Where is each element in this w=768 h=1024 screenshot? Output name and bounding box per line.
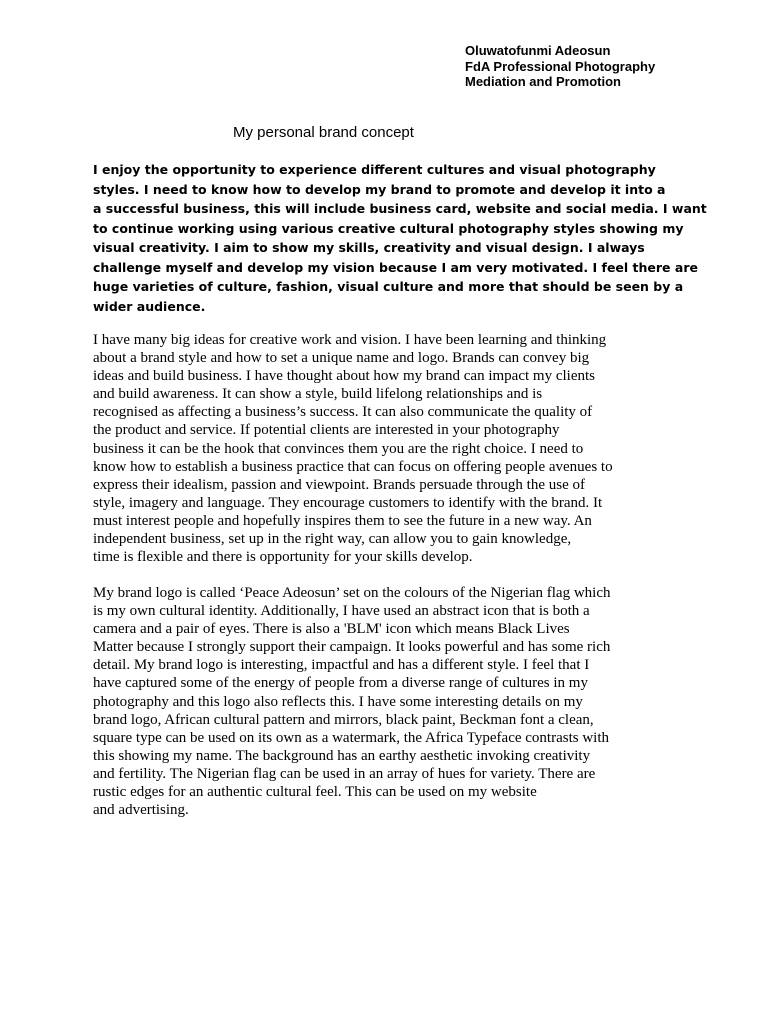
- paragraph-line: I have many big ideas for creative work and vision. I have been learning and thinking: [93, 332, 607, 348]
- module-name: Mediation and Promotion: [465, 74, 621, 89]
- paragraph-line: and build awareness. It can show a style, build lifelong relationships and is: [93, 386, 543, 403]
- paragraph-line: this showing my name. The background has an earthy aesthetic invoking creativity: [93, 747, 591, 764]
- paragraph-line: brand logo, African cultural pattern and mirrors, black paint, Beckman font a clean,: [93, 711, 594, 728]
- paragraph-line: the product and service. If potential clients are interested in your photography: [93, 422, 560, 439]
- intro-line: wider audience.: [93, 298, 206, 314]
- paragraph-line: camera and a pair of eyes. There is also a 'BLM' icon which means Black Lives: [93, 621, 570, 638]
- paragraph-line: know how to establish a business practice that can focus on offering people avenues to: [93, 458, 613, 475]
- author-name: Oluwatofunmi Adeosun: [465, 43, 611, 58]
- paragraph-line: have captured some of the energy of people from a diverse range of cultures in my: [93, 675, 588, 692]
- paragraph-line: and fertility. The Nigerian flag can be used in an array of hues for variety. There are: [93, 765, 596, 782]
- paragraph-line: Matter because I strongly support their campaign. It looks powerful and has some rich: [93, 639, 611, 656]
- paragraph-line: My brand logo is called ‘Peace Adeosun’ set on the colours of the Nigerian flag which: [93, 585, 611, 601]
- intro-line: huge varieties of culture, fashion, visual culture and more that should be seen by a: [93, 279, 684, 294]
- document-title: My personal brand concept: [233, 124, 414, 141]
- paragraph-line: recognised as affecting a business’s success. It can also communicate the quality of: [93, 404, 593, 421]
- paragraph-line: style, imagery and language. They encourage customers to identify with the brand. It: [93, 494, 603, 511]
- paragraph-line: time is flexible and there is opportunity for your skills develop.: [93, 549, 473, 566]
- paragraph-line: square type can be used on its own as a watermark, the Africa Typeface contrasts with: [93, 729, 609, 746]
- paragraph-line: rustic edges for an authentic cultural feel. This can be used on my website: [93, 784, 537, 801]
- brand-logo-paragraph: [93, 584, 693, 819]
- paragraph-line: business it can be the hook that convinces them you are the right choice. I need to: [93, 440, 584, 457]
- paragraph-line: express their idealism, passion and viewpoint. Brands persuade through the use of: [93, 476, 585, 493]
- paragraph-line: and advertising.: [93, 802, 189, 819]
- paragraph-line: ideas and build business. I have thought about how my brand can impact my clients: [93, 368, 595, 385]
- paragraph-line: photography and this logo also reflects this. I have some interesting details on my: [93, 693, 583, 710]
- intro-paragraph: [93, 160, 707, 316]
- intro-line: to continue working using various creative cultural photography styles showing my: [93, 220, 684, 236]
- intro-line: a successful business, this will include business card, website and social media. I want: [93, 201, 707, 216]
- intro-line: visual creativity. I aim to show my skills, creativity and visual design. I always: [93, 240, 645, 255]
- paragraph-line: is my own cultural identity. Additionally, I have used an abstract icon that is both a: [93, 603, 590, 620]
- intro-line: styles. I need to know how to develop my brand to promote and develop it into a: [93, 181, 666, 197]
- intro-line: I enjoy the opportunity to experience different cultures and visual photography: [93, 162, 656, 177]
- paragraph-line: must interest people and hopefully inspires them to see the future in a new way. An: [93, 512, 592, 529]
- paragraph-line: about a brand style and how to set a unique name and logo. Brands can convey big: [93, 350, 590, 367]
- intro-line: challenge myself and develop my vision because I am very motivated. I feel there are: [93, 259, 698, 275]
- brand-ideas-paragraph: [93, 331, 693, 566]
- paragraph-line: independent business, set up in the right way, can allow you to gain knowledge,: [93, 531, 572, 548]
- author-header: [465, 43, 655, 90]
- paragraph-line: detail. My brand logo is interesting, impactful and has a different style. I feel that I: [93, 657, 590, 674]
- course-name: FdA Professional Photography: [465, 58, 656, 74]
